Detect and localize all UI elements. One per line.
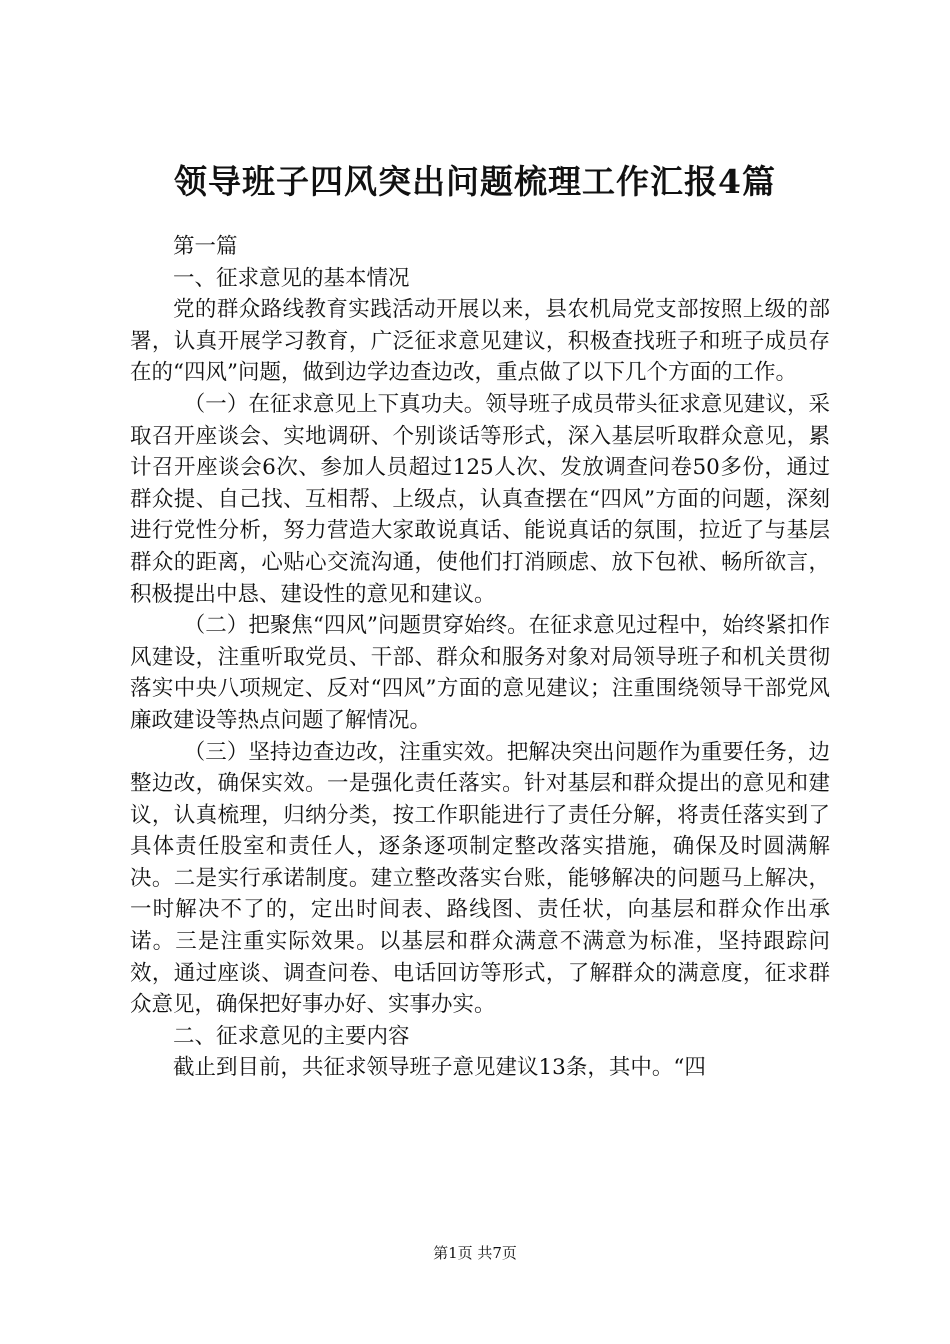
document-title: 领导班子四风突出问题梳理工作汇报4篇 [174,162,776,201]
section-heading-main-content: 二、征求意见的主要内容 [173,1023,410,1049]
section-heading-basic-situation: 一、征求意见的基本情况 [173,265,410,291]
paragraph-intro: 党的群众路线教育实践活动开展以来，县农机局党支部按照上级的部署，认真开展学习教育，广泛征求意见建议，积极查找班子和班子成员存在的“四风”问题，做到边学边查边改，重点做了以下几个方面的工作。 [130,297,830,386]
paragraph-item-one: （一）在征求意见上下真功夫。领导班子成员带头征求意见建议，采取召开座谈会、实地调研、个别谈话等形式，深入基层听取群众意见，累计召开座谈会6次、参加人员超过125人次、发放调查问卷50多份，通过群众提、自己找、互相帮、上级点，认真查摆在“四风”方面的问题，深刻进行党性分析，努力营造大家敢说真话、能说真话的氛围，拉近了与基层群众的距离，心贴心交流沟通，使他们打消顾虑、放下包袱、畅所欲言，积极提出中恳、建设性的意见和建议。 [130,391,830,607]
paragraph-item-three: （三）坚持边查边改，注重实效。把解决突出问题作为重要任务，边整边改，确保实效。一是强化责任落实。针对基层和群众提出的意见和建议，认真梳理，归纳分类，按工作职能进行了责任分解，将责任落实到了具体责任股室和责任人，逐条逐项制定整改落实措施，确保及时圆满解决。二是实行承诺制度。建立整改落实台账，能够解决的问题马上解决，一时解决不了的，定出时间表、路线图、责任状，向基层和群众作出承诺。三是注重实际效果。以基层和群众满意不满意为标准，坚持跟踪问效，通过座谈、调查问卷、电话回访等形式，了解群众的满意度，征求群众意见，确保把好事办好、实事办实。 [130,739,830,1018]
paragraph-item-two: （二）把聚焦“四风”问题贯穿始终。在征求意见过程中，始终紧扣作风建设，注重听取党员、干部、群众和服务对象对局领导班子和机关贯彻落实中央八项规定、反对“四风”方面的意见建议；注重围绕领导干部党风廉政建设等热点问题了解情况。 [130,613,830,733]
section-heading-part-one: 第一篇 [173,234,238,259]
page-number-footer: 第1页 共7页 [433,1244,517,1262]
document-body [130,231,830,1084]
paragraph-summary: 截止到目前，共征求领导班子意见建议13条，其中。“四 [173,1055,706,1081]
